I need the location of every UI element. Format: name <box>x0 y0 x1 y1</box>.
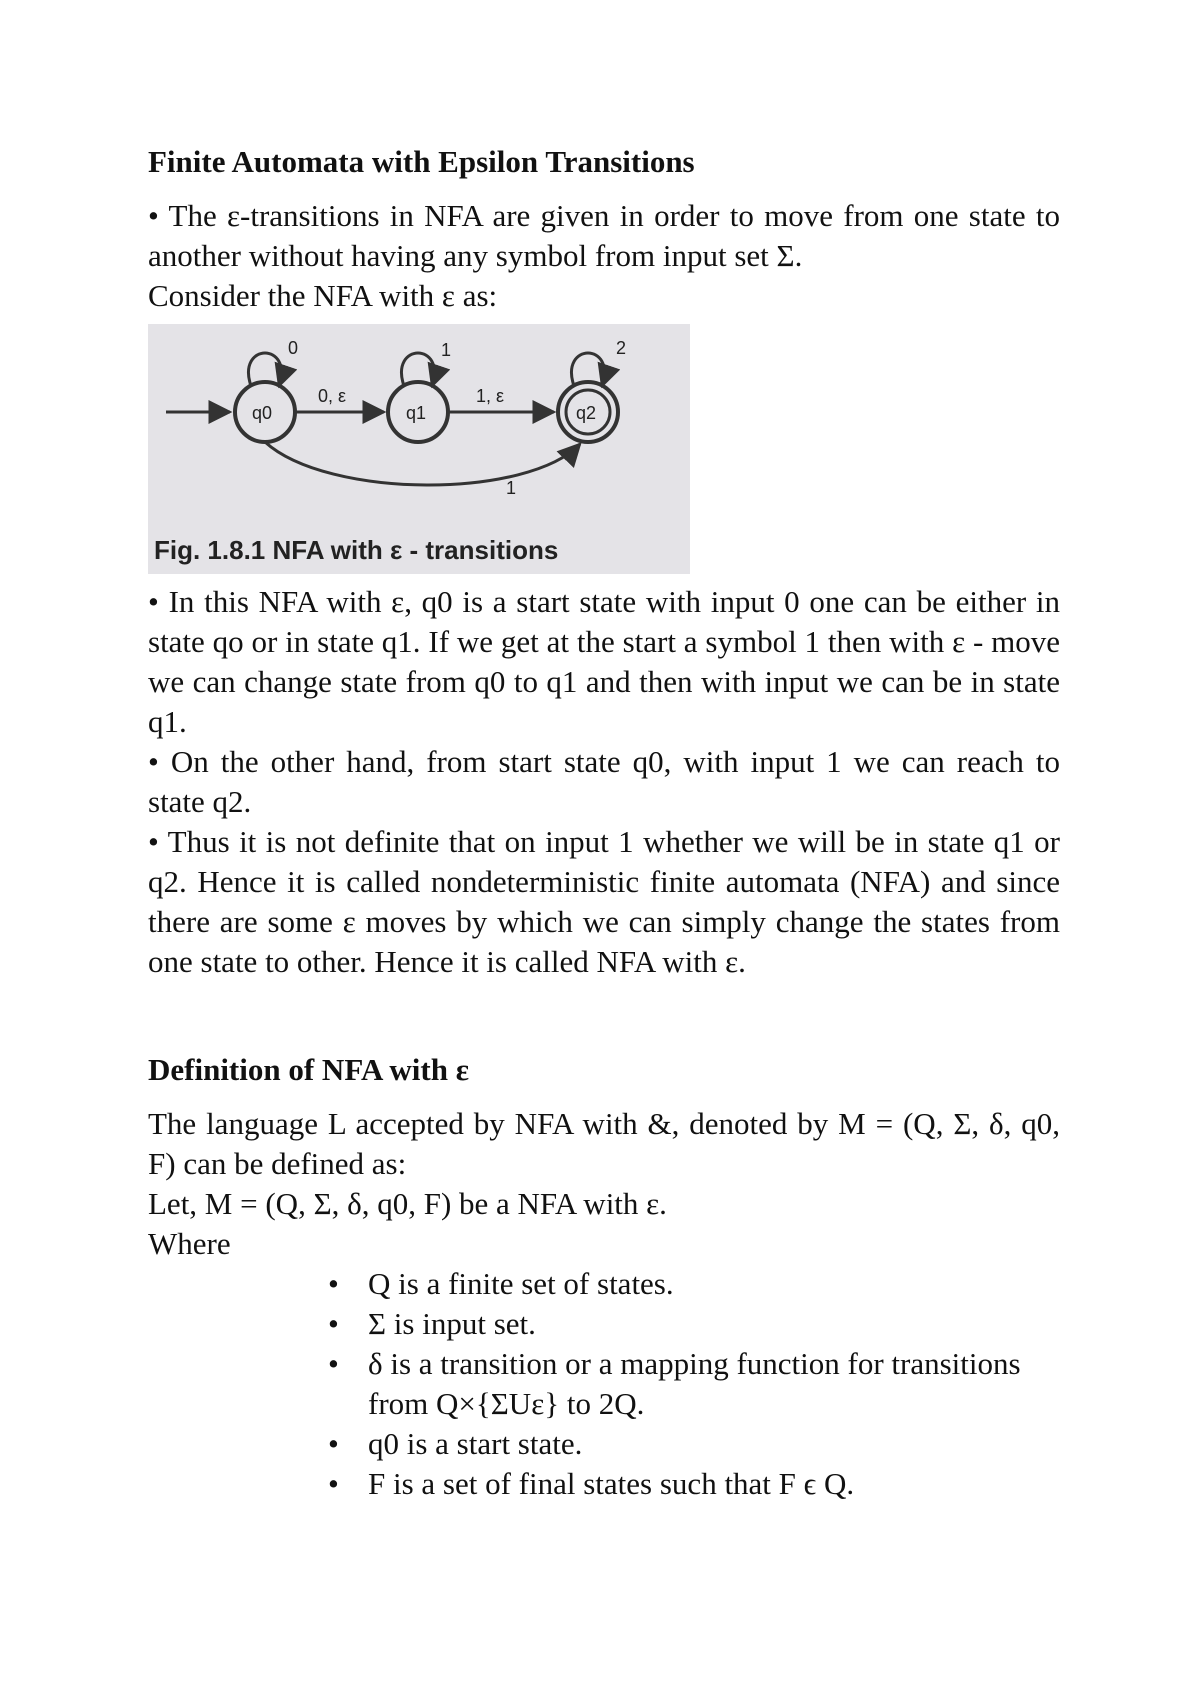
list-item <box>328 1424 1060 1464</box>
self-loop-label-q1: 1 <box>441 340 452 360</box>
list-item-text: Q is a finite set of states. <box>368 1266 674 1301</box>
list-item <box>328 1464 1060 1504</box>
paragraph-nondeterministic: • Thus it is not definite that on input 1 whether we will be in state q1 or q2. Hence it is called nondeterministic finite automata (NFA) and since there are some ε moves by which we can simply change the states from one state to other. Hence it is called NFA with ε. <box>148 824 1060 979</box>
section-spacer <box>148 982 1060 1048</box>
list-item-text: Σ is input set. <box>368 1306 536 1341</box>
list-item-text: δ is a transition or a mapping function for transitions from Q×{ΣUε} to 2Q. <box>368 1346 1021 1421</box>
bullet: • <box>328 1306 339 1341</box>
list-item-text: F is a set of final states such that F ϵ Q. <box>368 1466 855 1501</box>
paragraph-let-m: Let, M = (Q, Σ, δ, q0, F) be a NFA with ε. <box>148 1186 667 1221</box>
paragraph-language-definition: The language L accepted by NFA with &, denoted by M = (Q, Σ, δ, q0, F) can be defined as: <box>148 1106 1060 1181</box>
edge-label-q1-q2: 1, ε <box>476 386 505 406</box>
paragraph-where: Where <box>148 1226 231 1261</box>
bullet: • <box>328 1466 339 1501</box>
edge-label-q0-q1: 0, ε <box>318 386 347 406</box>
section-heading-epsilon-transitions: Finite Automata with Epsilon Transitions <box>148 144 695 179</box>
paragraph-nfa-explanation: • In this NFA with ε, q0 is a start state with input 0 one can be either in state qo or in state q1. If we get at the start a symbol 1 then with ε - move we can change state from q0 to q1 and then with input we can be in state q1. <box>148 584 1060 739</box>
paragraph-epsilon-intro: • The ε-transitions in NFA are given in order to move from one state to another without having any symbol from input set Σ. <box>148 198 1060 273</box>
state-label-q2: q2 <box>576 403 597 423</box>
section-heading-definition: Definition of NFA with ε <box>148 1052 469 1087</box>
figure-caption: Fig. 1.8.1 NFA with ε - transitions <box>154 535 559 565</box>
state-label-q1: q1 <box>406 403 427 423</box>
paragraph-other-hand: • On the other hand, from start state q0, with input 1 we can reach to state q2. <box>148 744 1060 819</box>
definition-list <box>148 1264 1060 1504</box>
edge-q0-q2 <box>265 442 580 485</box>
self-loop-label-q2: 2 <box>616 338 627 358</box>
list-item <box>328 1264 1060 1304</box>
nfa-figure <box>148 324 690 574</box>
state-label-q0: q0 <box>252 403 273 423</box>
bullet: • <box>328 1426 339 1461</box>
list-item <box>328 1304 1060 1344</box>
bullet: • <box>328 1266 339 1301</box>
bullet: • <box>328 1346 339 1381</box>
list-item <box>328 1344 1060 1424</box>
document-content <box>148 140 1060 1504</box>
list-item-text: q0 is a start state. <box>368 1426 583 1461</box>
edge-label-q0-q2: 1 <box>506 478 517 498</box>
paragraph-consider-nfa: Consider the NFA with ε as: <box>148 278 498 313</box>
self-loop-label-q0: 0 <box>288 338 299 358</box>
